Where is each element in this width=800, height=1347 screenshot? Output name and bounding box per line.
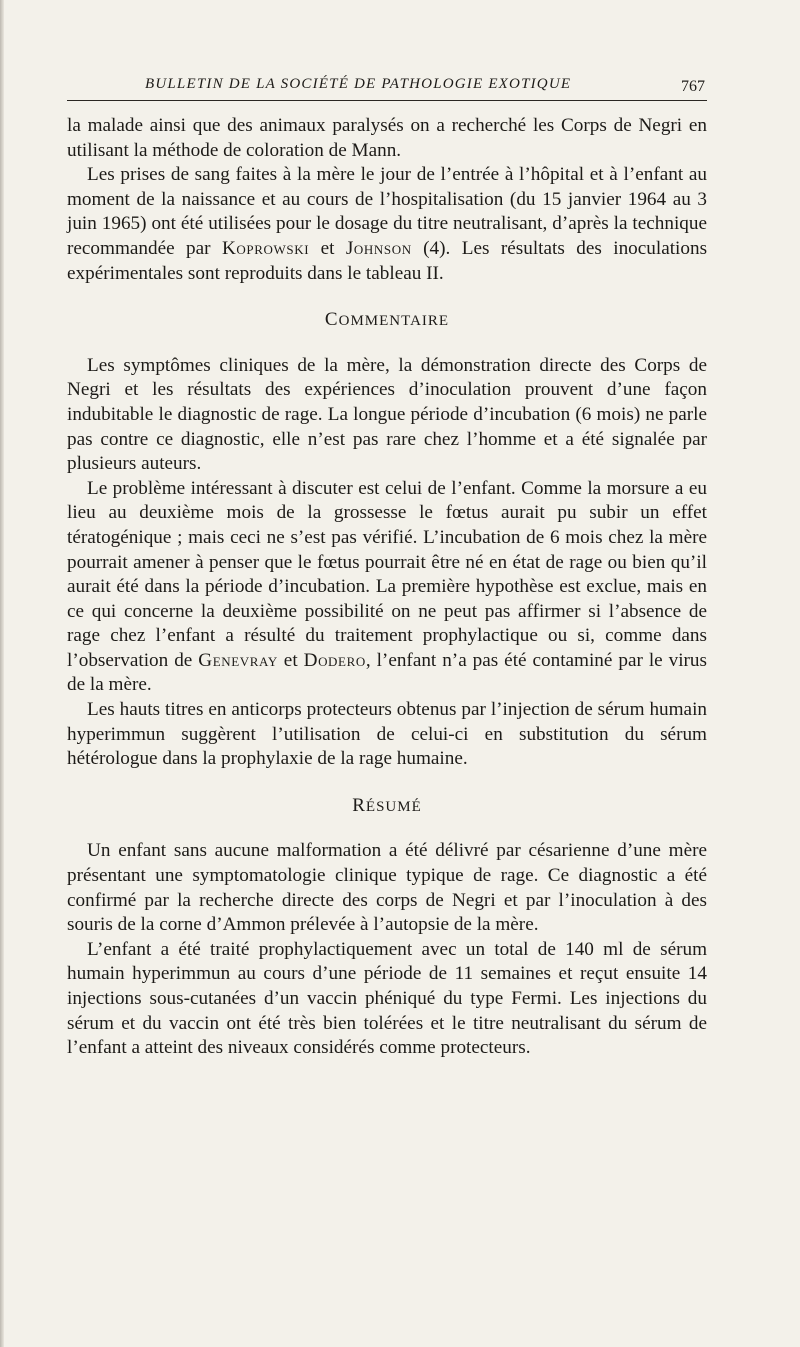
- author-name: Koprowski: [221, 237, 310, 259]
- heading-rest: ÉSUMÉ: [365, 798, 422, 815]
- conjunction: et: [320, 237, 335, 259]
- paragraph-text: Le problème intéressant à discuter est celui de l’enfant. Comme la morsure a eu lieu au deuxième mois de la grossesse le fœtus aurait pu subir un effet tératogénique ; mais ceci ne s’est pas vérifié. L’incubation de 6 mois chez la mère pourrait amener à penser que le fœtus pourrait être né en état de rage ou bien qu’il aurait été dans la période d’incubation. La première hypothèse est exclue, mais en ce qui concerne la deuxième possibilité on ne peut pas affirmer si l’absence de rage chez l’enfant a résulté du traitement prophylactique ou si, comme dans l’observation de: [67, 477, 707, 671]
- paragraph-text: , l’enfant n’a pas été contaminé par le virus de la mère.: [67, 649, 707, 696]
- heading-initial: C: [324, 309, 339, 331]
- heading-initial: R: [352, 794, 366, 816]
- author-name: Genevray: [198, 649, 278, 671]
- article-body: [67, 114, 707, 1061]
- section-heading-commentaire: [67, 308, 707, 334]
- page-edge-shadow: [0, 0, 4, 1347]
- paragraph-text: Les prises de sang faites à la mère le jour de l’entrée à l’hôpital et à l’enfant au moment de la naissance et au cours de l’hospitalisation (du 15 janvier 1964 au 3 juin 1965) ont été utilisées pour le dosage du titre neutralisant, d’après la technique recommandée par: [67, 164, 707, 259]
- paragraph-blood-samples: [67, 163, 707, 286]
- section-heading-resume: [67, 794, 707, 820]
- author-name: Dodero: [303, 649, 366, 671]
- paragraph-text: (4). Les résultats des inoculations expérimentales sont reproduits dans le tableau II.: [67, 237, 708, 284]
- author-name: Johnson: [345, 237, 412, 259]
- running-header: [67, 74, 707, 101]
- paragraph-summary-2: L’enfant a été traité prophylactiquement avec un total de 140 ml de sérum humain hyperimmun au cours d’une période de 11 semaines et reçut ensuite 14 injections sous-cutanées d’un vaccin phéniqué du type Fermi. Les injections du sérum et du vaccin ont été très bien tolérées et le titre neutralisant du sérum de l’enfant a atteint des niveaux considérés comme protecteurs.: [67, 938, 707, 1059]
- paragraph-symptoms: Les symptômes cliniques de la mère, la démonstration directe des Corps de Negri et les résultats des expériences d’inoculation prouvent d’une façon indubitable le diagnostic de rage. La longue période d’incubation (6 mois) ne parle pas contre ce diagnostic, elle n’est pas rare chez l’homme et a été signalée par plusieurs auteurs.: [67, 354, 707, 475]
- heading-rest: OMMENTAIRE: [338, 313, 450, 330]
- paragraph-child-problem: [67, 477, 707, 698]
- paragraph-summary-1: Un enfant sans aucune malformation a été délivré par césarienne d’une mère présentant une symptomatologie clinique typique de rage. Ce diagnostic a été confirmé par la recherche directe des corps de Negri et par l’inoculation à des souris de la corne d’Ammon prélevée à l’autopsie de la mère.: [67, 840, 707, 936]
- journal-title: BULLETIN DE LA SOCIÉTÉ DE PATHOLOGIE EXOTIQUE: [145, 76, 572, 92]
- paragraph-continuation: la malade ainsi que des animaux paralysés on a recherché les Corps de Negri en utilisant la méthode de coloration de Mann.: [67, 115, 707, 161]
- page-number: 767: [681, 78, 705, 95]
- conjunction: et: [283, 649, 298, 671]
- paragraph-antibodies: Les hauts titres en anticorps protecteurs obtenus par l’injection de sérum humain hyperimmun suggèrent l’utilisation de celui-ci en substitution du sérum hétérologue dans la prophylaxie de la rage humaine.: [67, 699, 707, 770]
